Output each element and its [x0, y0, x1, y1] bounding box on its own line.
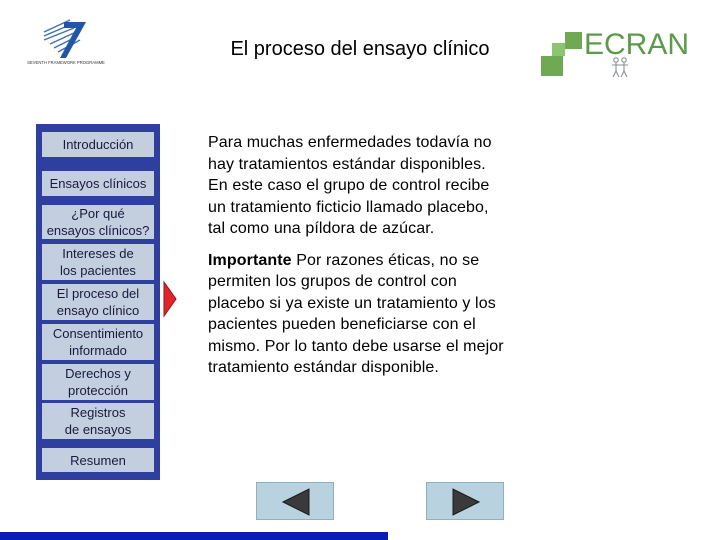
fp7-logo: [27, 16, 105, 76]
ecran-logo-text: ECRAN: [584, 28, 690, 61]
sidebar-item-label: Resumen: [70, 452, 126, 468]
content-paragraph: [208, 250, 508, 379]
sidebar-item-proceso[interactable]: [42, 284, 154, 320]
sidebar-item-label: Consentimiento: [52, 326, 144, 341]
sidebar-item-label: los pacientes: [60, 263, 136, 278]
fp7-logo-text: SEVENTH FRAMEWORK PROGRAMME: [27, 60, 105, 65]
sidebar-item-por-que[interactable]: [42, 205, 154, 239]
footer-bar: [0, 532, 388, 540]
sidebar-item-ensayos-clinicos[interactable]: [42, 171, 154, 196]
triangle-right-icon: [427, 483, 505, 521]
sidebar-item-label: ensayos clínicos?: [46, 223, 150, 238]
sidebar-item-label: de ensayos: [64, 422, 132, 437]
sidebar-item-label: Intereses de: [62, 246, 134, 261]
sidebar-item-registros[interactable]: [42, 403, 154, 439]
sidebar-item-label: Ensayos clínicos: [49, 176, 147, 191]
triangle-left-icon: [257, 483, 335, 521]
ecran-logo: [540, 28, 690, 80]
sidebar-item-intereses[interactable]: [42, 244, 154, 280]
sidebar-item-label: informado: [69, 343, 127, 358]
sidebar-item-introduccion[interactable]: [42, 132, 154, 157]
main-content: [208, 132, 508, 389]
current-page-arrow-icon: [164, 282, 178, 323]
sidebar-item-label: Introducción: [62, 137, 134, 152]
sidebar-item-label: Derechos y: [65, 366, 131, 381]
important-text: Por razones éticas, no se permiten los grupos de control con placebo si ya existe un tratamiento y los pacientes pueden beneficiarse con el mismo. Por lo tanto debe usarse el mejor tratamiento estándar disponible.: [208, 251, 504, 376]
sidebar-item-consentimiento[interactable]: [42, 324, 154, 360]
previous-button[interactable]: [256, 482, 334, 520]
sidebar-item-label: Registros: [70, 405, 126, 420]
sidebar-item-label: ¿Por qué: [71, 206, 125, 221]
sidebar-item-label: ensayo clínico: [56, 303, 140, 318]
next-button[interactable]: [426, 482, 504, 520]
sidebar-item-resumen[interactable]: [42, 448, 154, 472]
sidebar-nav: [36, 124, 160, 480]
page-title: El proceso del ensayo clínico: [230, 38, 490, 60]
content-paragraph: Para muchas enfermedades todavía no hay tratamientos estándar disponibles. En este caso el grupo de control recibe un tratamiento ficticio llamado placebo, tal como una píldora de azúcar.: [208, 134, 492, 237]
sidebar-item-label: El proceso del: [56, 286, 140, 301]
sidebar-item-label: protección: [68, 383, 128, 398]
sidebar-item-derechos[interactable]: [42, 364, 154, 400]
important-label: Importante: [208, 251, 292, 269]
